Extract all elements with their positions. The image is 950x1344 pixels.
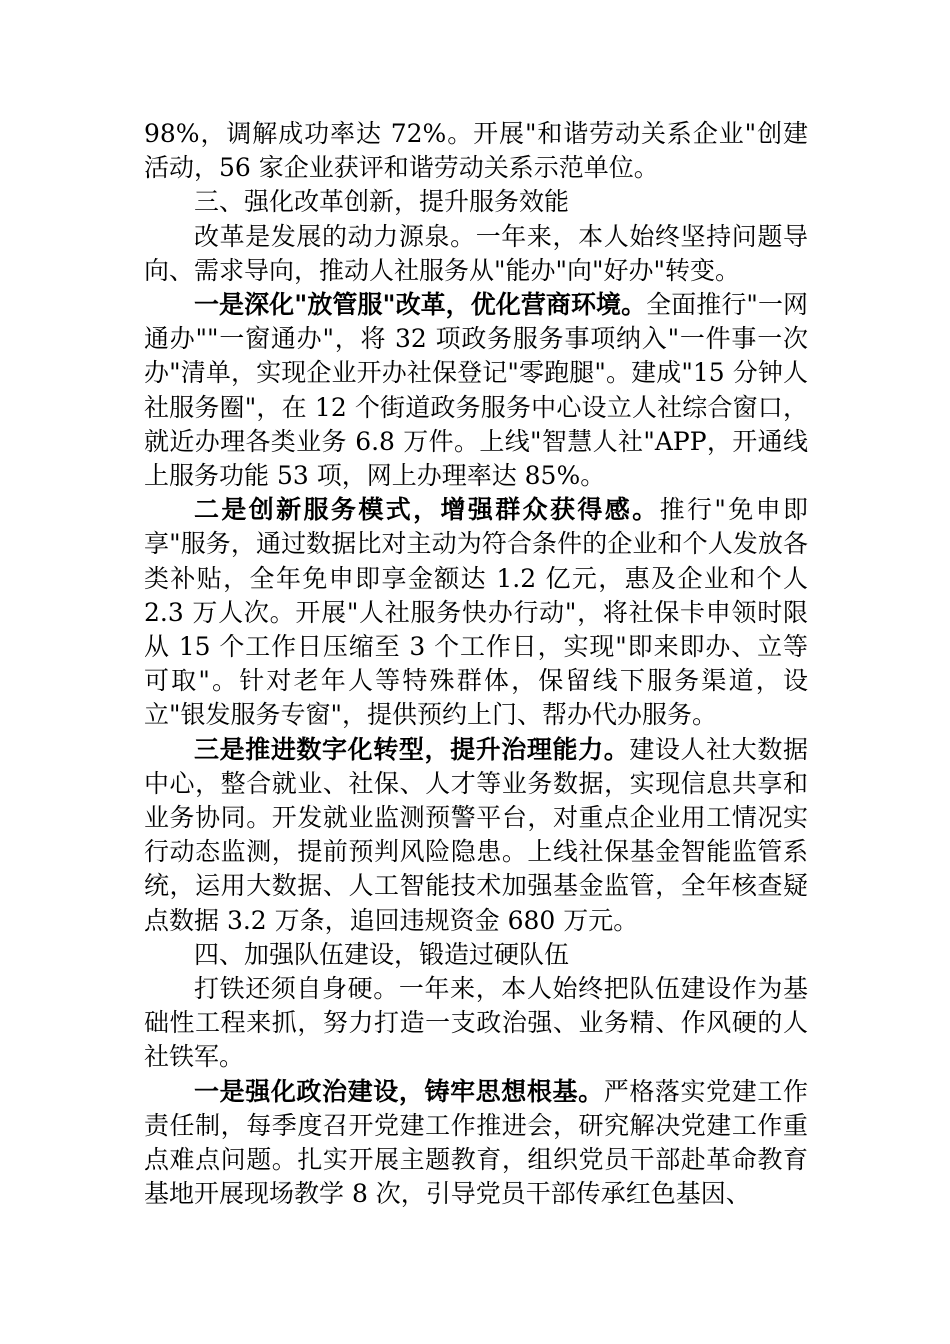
paragraph-reform-intro xyxy=(144,220,808,288)
paragraph-political xyxy=(144,1075,808,1212)
paragraph-text: 全面推行"一网通办""一窗通办"，将 32 项政务服务事项纳入"一件事一次办"清单，实现企业开办社保登记"零跑腿"。建成"15 分钟人社服务圈"，在 12 个街道政务服务中心设立人社综合窗口，就近办理各类业务 6.8 万件。上线"智慧人社"APP，开通线上服务功能 53 项，网上办理率达 85%。 xyxy=(144,290,809,491)
paragraph-text: 改革是发展的动力源泉。一年来，本人始终坚持问题导向、需求导向，推动人社服务从"能办"向"好办"转变。 xyxy=(144,221,808,285)
paragraph-team-intro xyxy=(144,972,808,1075)
paragraph-continuation xyxy=(144,117,808,185)
section-heading-text: 三、强化改革创新，提升服务效能 xyxy=(194,187,570,217)
paragraph-service-mode xyxy=(144,493,808,732)
paragraph-text: 98%，调解成功率达 72%。开展"和谐劳动关系企业"创建活动，56 家企业获评和谐劳动关系示范单位。 xyxy=(144,119,808,183)
paragraph-lead: 一是深化"放管服"改革，优化营商环境。 xyxy=(194,290,647,320)
paragraph-text: 建设人社大数据中心，整合就业、社保、人才等业务数据，实现信息共享和业务协同。开发就业监测预警平台，对重点企业用工情况实行动态监测，提前预判风险隐患。上线社保基金智能监管系统，运用大数据、人工智能技术加强基金监管，全年核查疑点数据 3.2 万条，追回违规资金 680 万元。 xyxy=(144,734,808,935)
section-heading-team xyxy=(144,938,808,972)
section-heading-text: 四、加强队伍建设，锻造过硬队伍 xyxy=(194,939,570,969)
paragraph-lead: 二是创新服务模式，增强群众获得感。 xyxy=(194,495,660,525)
paragraph-lead: 三是推进数字化转型，提升治理能力。 xyxy=(194,734,630,764)
paragraph-text: 严格落实党建工作责任制，每季度召开党建工作推进会，研究解决党建工作重点难点问题。扎实开展主题教育，组织党员干部赴革命教育基地开展现场教学 8 次，引导党员干部传承红色基因、 xyxy=(144,1076,808,1209)
paragraph-text: 打铁还须自身硬。一年来，本人始终把队伍建设作为基础性工程来抓，努力打造一支政治强、业务精、作风硬的人社铁军。 xyxy=(144,974,808,1072)
paragraph-text: 推行"免申即享"服务，通过数据比对主动为符合条件的企业和个人发放各类补贴，全年免申即享金额达 1.2 亿元，惠及企业和个人 2.3 万人次。开展"人社服务快办行动"，将社保卡申领时限从 15 个工作日压缩至 3 个工作日，实现"即来即办、立等可取"。针对老年人等特殊群体，保留线下服务渠道，设立"银发服务专窗"，提供预约上门、帮办代办服务。 xyxy=(144,495,808,730)
paragraph-fangguanfu xyxy=(144,288,808,493)
paragraph-digital xyxy=(144,733,808,938)
section-heading-reform xyxy=(144,185,808,219)
paragraph-lead: 一是强化政治建设，铸牢思想根基。 xyxy=(194,1076,604,1106)
document-body xyxy=(144,117,808,1212)
